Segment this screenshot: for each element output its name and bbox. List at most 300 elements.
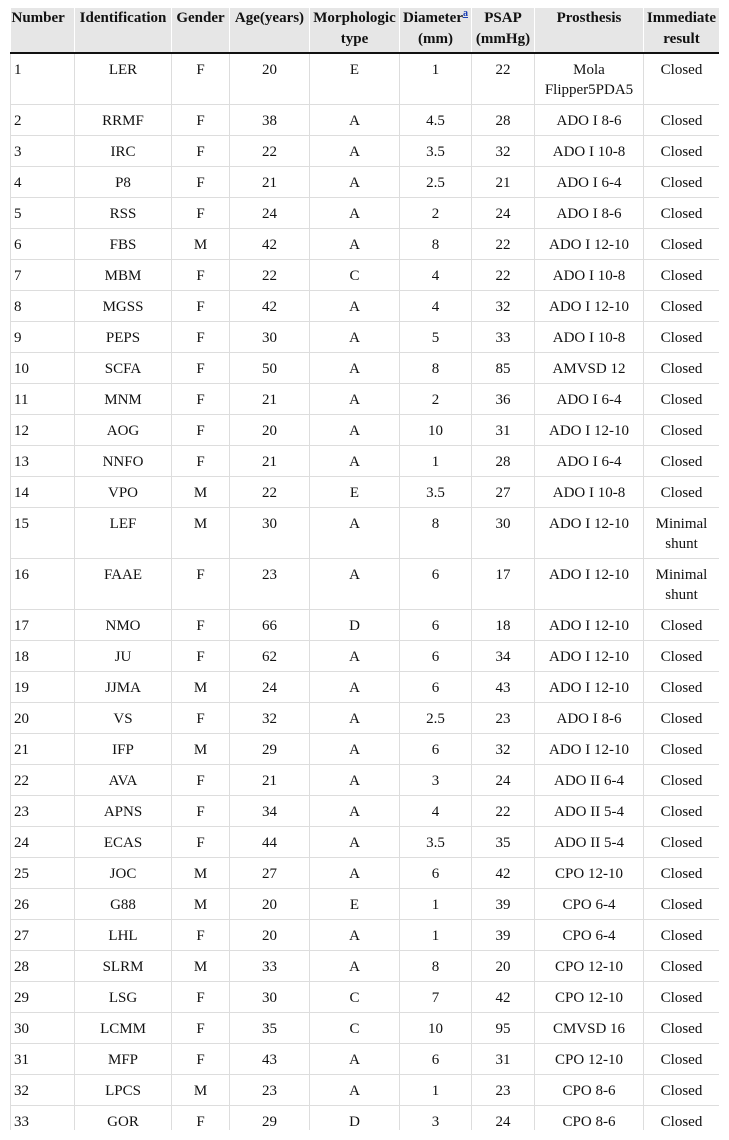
cell-identification: IFP (75, 734, 172, 765)
header-diameter (400, 8, 472, 53)
cell-number: 27 (11, 920, 75, 951)
cell-psap: 42 (472, 982, 535, 1013)
cell-result: Closed (644, 827, 720, 858)
cell-gender: F (172, 703, 230, 734)
cell-result: Closed (644, 229, 720, 260)
cell-diameter: 6 (400, 734, 472, 765)
cell-diameter: 2 (400, 198, 472, 229)
cell-prosthesis: ADO I 10-8 (535, 322, 644, 353)
cell-psap: 28 (472, 446, 535, 477)
cell-gender: F (172, 53, 230, 105)
cell-number: 11 (11, 384, 75, 415)
cell-age: 66 (230, 610, 310, 641)
table-row (11, 291, 720, 322)
cell-result: Closed (644, 198, 720, 229)
table-row (11, 734, 720, 765)
cell-gender: F (172, 384, 230, 415)
cell-identification: LHL (75, 920, 172, 951)
cell-number: 26 (11, 889, 75, 920)
cell-morphologic-type: A (310, 703, 400, 734)
table-row (11, 229, 720, 260)
header-prosthesis: Prosthesis (535, 8, 644, 53)
header-psap: PSAP (mmHg) (472, 8, 535, 53)
cell-number: 20 (11, 703, 75, 734)
cell-diameter: 6 (400, 641, 472, 672)
cell-gender: F (172, 641, 230, 672)
cell-morphologic-type: C (310, 982, 400, 1013)
cell-age: 34 (230, 796, 310, 827)
cell-number: 30 (11, 1013, 75, 1044)
cell-psap: 39 (472, 889, 535, 920)
cell-identification: MBM (75, 260, 172, 291)
cell-prosthesis: ADO I 6-4 (535, 446, 644, 477)
cell-gender: F (172, 765, 230, 796)
cell-morphologic-type: A (310, 136, 400, 167)
cell-age: 27 (230, 858, 310, 889)
cell-number: 7 (11, 260, 75, 291)
cell-prosthesis: CPO 8-6 (535, 1106, 644, 1131)
cell-age: 42 (230, 229, 310, 260)
cell-identification: FAAE (75, 559, 172, 610)
cell-morphologic-type: C (310, 260, 400, 291)
cell-identification: LSG (75, 982, 172, 1013)
cell-age: 42 (230, 291, 310, 322)
cell-identification: APNS (75, 796, 172, 827)
table-row (11, 198, 720, 229)
cell-morphologic-type: A (310, 322, 400, 353)
cell-result: Closed (644, 136, 720, 167)
cell-morphologic-type: A (310, 229, 400, 260)
cell-age: 24 (230, 198, 310, 229)
cell-identification: VPO (75, 477, 172, 508)
cell-diameter: 10 (400, 415, 472, 446)
table-row (11, 1044, 720, 1075)
header-age: Age(years) (230, 8, 310, 53)
header-diameter-unit: (mm) (418, 31, 453, 47)
cell-prosthesis: ADO II 6-4 (535, 765, 644, 796)
table-row (11, 559, 720, 610)
cell-psap: 34 (472, 641, 535, 672)
cell-prosthesis: ADO I 12-10 (535, 415, 644, 446)
cell-age: 38 (230, 105, 310, 136)
cell-psap: 20 (472, 951, 535, 982)
cell-diameter: 8 (400, 229, 472, 260)
cell-result: Closed (644, 260, 720, 291)
cell-number: 4 (11, 167, 75, 198)
cell-gender: M (172, 951, 230, 982)
cell-gender: F (172, 1013, 230, 1044)
cell-number: 13 (11, 446, 75, 477)
cell-prosthesis: AMVSD 12 (535, 353, 644, 384)
cell-age: 23 (230, 1075, 310, 1106)
cell-identification: ECAS (75, 827, 172, 858)
cell-identification: SCFA (75, 353, 172, 384)
cell-identification: RSS (75, 198, 172, 229)
cell-result: Closed (644, 1075, 720, 1106)
cell-identification: IRC (75, 136, 172, 167)
cell-psap: 30 (472, 508, 535, 559)
cell-number: 14 (11, 477, 75, 508)
cell-identification: MGSS (75, 291, 172, 322)
cell-number: 1 (11, 53, 75, 105)
cell-gender: M (172, 889, 230, 920)
cell-prosthesis: CMVSD 16 (535, 1013, 644, 1044)
table-row (11, 136, 720, 167)
cell-gender: M (172, 508, 230, 559)
cell-number: 15 (11, 508, 75, 559)
cell-number: 3 (11, 136, 75, 167)
cell-prosthesis: ADO I 12-10 (535, 559, 644, 610)
cell-gender: F (172, 920, 230, 951)
cell-morphologic-type: A (310, 920, 400, 951)
cell-diameter: 6 (400, 1044, 472, 1075)
cell-age: 22 (230, 136, 310, 167)
table-row (11, 167, 720, 198)
cell-identification: PEPS (75, 322, 172, 353)
cell-diameter: 1 (400, 446, 472, 477)
cell-age: 29 (230, 734, 310, 765)
cell-age: 24 (230, 672, 310, 703)
table-row (11, 53, 720, 105)
cell-diameter: 6 (400, 672, 472, 703)
cell-morphologic-type: A (310, 446, 400, 477)
cell-prosthesis: ADO I 12-10 (535, 229, 644, 260)
cell-age: 20 (230, 920, 310, 951)
cell-morphologic-type: A (310, 384, 400, 415)
cell-age: 29 (230, 1106, 310, 1131)
header-number: Number (11, 8, 75, 53)
cell-psap: 32 (472, 291, 535, 322)
cell-gender: F (172, 105, 230, 136)
cell-diameter: 1 (400, 1075, 472, 1106)
header-morphologic-type: Morphologic type (310, 8, 400, 53)
cell-prosthesis: CPO 6-4 (535, 920, 644, 951)
cell-morphologic-type: A (310, 291, 400, 322)
cell-prosthesis: CPO 12-10 (535, 1044, 644, 1075)
cell-psap: 17 (472, 559, 535, 610)
cell-age: 35 (230, 1013, 310, 1044)
cell-gender: F (172, 1106, 230, 1131)
cell-result: Closed (644, 53, 720, 105)
cell-number: 8 (11, 291, 75, 322)
cell-psap: 36 (472, 384, 535, 415)
cell-identification: JOC (75, 858, 172, 889)
cell-result: Closed (644, 1106, 720, 1131)
cell-diameter: 3 (400, 765, 472, 796)
cell-identification: GOR (75, 1106, 172, 1131)
table-row (11, 477, 720, 508)
cell-result: Closed (644, 951, 720, 982)
cell-number: 33 (11, 1106, 75, 1131)
cell-psap: 23 (472, 1075, 535, 1106)
cell-psap: 23 (472, 703, 535, 734)
cell-result: Closed (644, 291, 720, 322)
cell-prosthesis: ADO I 6-4 (535, 384, 644, 415)
cell-age: 50 (230, 353, 310, 384)
cell-identification: FBS (75, 229, 172, 260)
table-row (11, 1075, 720, 1106)
cell-number: 2 (11, 105, 75, 136)
cell-prosthesis: ADO I 10-8 (535, 477, 644, 508)
cell-morphologic-type: A (310, 951, 400, 982)
table-row (11, 322, 720, 353)
cell-age: 44 (230, 827, 310, 858)
cell-age: 30 (230, 982, 310, 1013)
cell-morphologic-type: A (310, 105, 400, 136)
cell-identification: MFP (75, 1044, 172, 1075)
cell-number: 28 (11, 951, 75, 982)
cell-diameter: 3.5 (400, 477, 472, 508)
cell-psap: 95 (472, 1013, 535, 1044)
cell-prosthesis: ADO II 5-4 (535, 827, 644, 858)
cell-diameter: 4.5 (400, 105, 472, 136)
cell-number: 32 (11, 1075, 75, 1106)
cell-result: Closed (644, 353, 720, 384)
cell-gender: F (172, 136, 230, 167)
cell-number: 9 (11, 322, 75, 353)
cell-age: 21 (230, 384, 310, 415)
cell-age: 33 (230, 951, 310, 982)
cell-gender: M (172, 858, 230, 889)
cell-result: Closed (644, 641, 720, 672)
cell-diameter: 8 (400, 508, 472, 559)
cell-number: 19 (11, 672, 75, 703)
cell-result: Closed (644, 920, 720, 951)
table-row (11, 951, 720, 982)
cell-psap: 21 (472, 167, 535, 198)
cell-psap: 18 (472, 610, 535, 641)
cell-psap: 32 (472, 136, 535, 167)
cell-diameter: 6 (400, 858, 472, 889)
cell-morphologic-type: A (310, 559, 400, 610)
cell-prosthesis: ADO II 5-4 (535, 796, 644, 827)
cell-age: 30 (230, 322, 310, 353)
cell-result: Closed (644, 672, 720, 703)
cell-diameter: 1 (400, 889, 472, 920)
cell-diameter: 4 (400, 796, 472, 827)
cell-morphologic-type: A (310, 827, 400, 858)
cell-identification: NNFO (75, 446, 172, 477)
cell-morphologic-type: A (310, 641, 400, 672)
cell-prosthesis: ADO I 8-6 (535, 198, 644, 229)
cell-psap: 32 (472, 734, 535, 765)
cell-age: 22 (230, 477, 310, 508)
cell-number: 24 (11, 827, 75, 858)
cell-result: Minimal shunt (644, 508, 720, 559)
cell-gender: F (172, 610, 230, 641)
cell-morphologic-type: A (310, 672, 400, 703)
cell-diameter: 2 (400, 384, 472, 415)
cell-age: 32 (230, 703, 310, 734)
cell-identification: JJMA (75, 672, 172, 703)
table-row (11, 610, 720, 641)
cell-age: 21 (230, 446, 310, 477)
cell-psap: 22 (472, 53, 535, 105)
cell-prosthesis: ADO I 10-8 (535, 136, 644, 167)
cell-psap: 31 (472, 1044, 535, 1075)
cell-result: Minimal shunt (644, 559, 720, 610)
cell-gender: F (172, 796, 230, 827)
cell-identification: LER (75, 53, 172, 105)
cell-gender: F (172, 291, 230, 322)
cell-gender: F (172, 260, 230, 291)
cell-number: 16 (11, 559, 75, 610)
cell-prosthesis: ADO I 6-4 (535, 167, 644, 198)
cell-prosthesis: ADO I 12-10 (535, 641, 644, 672)
cell-identification: P8 (75, 167, 172, 198)
cell-prosthesis: ADO I 12-10 (535, 610, 644, 641)
cell-psap: 24 (472, 765, 535, 796)
header-identification: Identification (75, 8, 172, 53)
table-row (11, 920, 720, 951)
cell-diameter: 5 (400, 322, 472, 353)
cell-psap: 28 (472, 105, 535, 136)
cell-number: 23 (11, 796, 75, 827)
cell-morphologic-type: E (310, 889, 400, 920)
cell-prosthesis: CPO 12-10 (535, 951, 644, 982)
cell-diameter: 3 (400, 1106, 472, 1131)
cell-gender: F (172, 1044, 230, 1075)
cell-identification: LCMM (75, 1013, 172, 1044)
header-immediate-result: Immediate result (644, 8, 720, 53)
table-row (11, 353, 720, 384)
cell-prosthesis: ADO I 8-6 (535, 703, 644, 734)
cell-diameter: 4 (400, 260, 472, 291)
cell-identification: RRMF (75, 105, 172, 136)
cell-gender: F (172, 322, 230, 353)
cell-psap: 24 (472, 198, 535, 229)
cell-psap: 42 (472, 858, 535, 889)
cell-result: Closed (644, 734, 720, 765)
cell-age: 20 (230, 889, 310, 920)
cell-identification: LEF (75, 508, 172, 559)
cell-psap: 22 (472, 796, 535, 827)
table-row (11, 796, 720, 827)
cell-diameter: 3.5 (400, 827, 472, 858)
cell-diameter: 8 (400, 951, 472, 982)
cell-prosthesis: ADO I 12-10 (535, 672, 644, 703)
cell-result: Closed (644, 610, 720, 641)
table-row (11, 1013, 720, 1044)
cell-gender: F (172, 415, 230, 446)
table-row (11, 415, 720, 446)
cell-prosthesis: ADO I 8-6 (535, 105, 644, 136)
table-row (11, 703, 720, 734)
cell-gender: M (172, 734, 230, 765)
cell-number: 29 (11, 982, 75, 1013)
cell-morphologic-type: A (310, 1075, 400, 1106)
cell-result: Closed (644, 1044, 720, 1075)
cell-morphologic-type: D (310, 610, 400, 641)
table-row (11, 260, 720, 291)
cell-diameter: 1 (400, 920, 472, 951)
table-row (11, 858, 720, 889)
cell-gender: F (172, 353, 230, 384)
cell-result: Closed (644, 858, 720, 889)
cell-psap: 31 (472, 415, 535, 446)
cell-gender: F (172, 559, 230, 610)
cell-morphologic-type: C (310, 1013, 400, 1044)
cell-gender: M (172, 229, 230, 260)
cell-result: Closed (644, 889, 720, 920)
cell-psap: 35 (472, 827, 535, 858)
cell-prosthesis: ADO I 12-10 (535, 291, 644, 322)
cell-diameter: 8 (400, 353, 472, 384)
cell-gender: F (172, 827, 230, 858)
cell-result: Closed (644, 765, 720, 796)
cell-psap: 39 (472, 920, 535, 951)
cell-age: 21 (230, 765, 310, 796)
cell-result: Closed (644, 477, 720, 508)
cell-result: Closed (644, 982, 720, 1013)
cell-age: 43 (230, 1044, 310, 1075)
cell-result: Closed (644, 446, 720, 477)
table-body (11, 53, 720, 1130)
cell-result: Closed (644, 105, 720, 136)
cell-psap: 43 (472, 672, 535, 703)
cell-prosthesis: ADO I 10-8 (535, 260, 644, 291)
cell-gender: M (172, 1075, 230, 1106)
cell-age: 23 (230, 559, 310, 610)
cell-age: 21 (230, 167, 310, 198)
cell-number: 17 (11, 610, 75, 641)
cell-identification: JU (75, 641, 172, 672)
table-row (11, 889, 720, 920)
cell-identification: SLRM (75, 951, 172, 982)
cell-number: 12 (11, 415, 75, 446)
cell-gender: F (172, 446, 230, 477)
header-row (11, 8, 720, 53)
header-diameter-label: Diameter (403, 10, 463, 26)
cell-identification: G88 (75, 889, 172, 920)
cell-number: 18 (11, 641, 75, 672)
cell-gender: F (172, 198, 230, 229)
cell-psap: 27 (472, 477, 535, 508)
cell-morphologic-type: A (310, 796, 400, 827)
cell-morphologic-type: A (310, 415, 400, 446)
cell-prosthesis: CPO 6-4 (535, 889, 644, 920)
cell-age: 62 (230, 641, 310, 672)
cell-age: 30 (230, 508, 310, 559)
cell-prosthesis: CPO 12-10 (535, 982, 644, 1013)
cell-number: 22 (11, 765, 75, 796)
footnote-link[interactable]: a (462, 8, 468, 19)
table-row (11, 384, 720, 415)
cell-morphologic-type: D (310, 1106, 400, 1131)
cell-result: Closed (644, 703, 720, 734)
cell-morphologic-type: A (310, 858, 400, 889)
cell-age: 20 (230, 53, 310, 105)
cell-identification: MNM (75, 384, 172, 415)
table-row (11, 641, 720, 672)
cell-psap: 22 (472, 260, 535, 291)
cell-result: Closed (644, 415, 720, 446)
cell-morphologic-type: A (310, 353, 400, 384)
cell-number: 6 (11, 229, 75, 260)
table-row (11, 765, 720, 796)
cell-morphologic-type: A (310, 508, 400, 559)
cell-identification: LPCS (75, 1075, 172, 1106)
cell-result: Closed (644, 167, 720, 198)
cell-prosthesis: Mola Flipper5PDA5 (535, 53, 644, 105)
cell-result: Closed (644, 1013, 720, 1044)
cell-age: 20 (230, 415, 310, 446)
cell-morphologic-type: A (310, 167, 400, 198)
cell-number: 10 (11, 353, 75, 384)
cell-psap: 33 (472, 322, 535, 353)
table-row (11, 1106, 720, 1131)
cell-identification: AOG (75, 415, 172, 446)
